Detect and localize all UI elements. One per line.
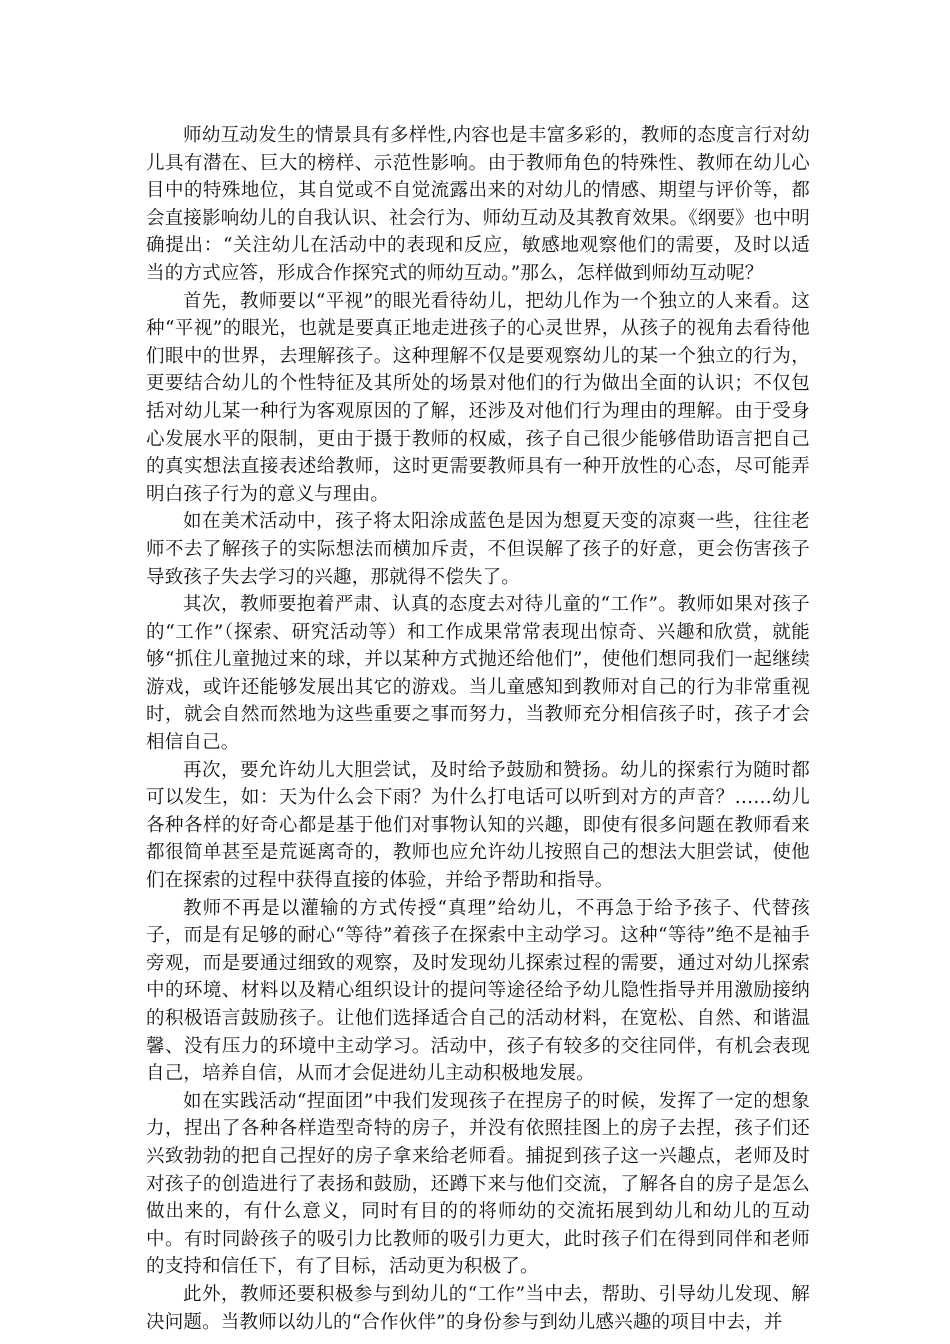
paragraph-2: 首先，教师要以“平视”的眼光看待幼儿，把幼儿作为一个独立的人来看。这种“平视”的眼光，也就是要真正地走进孩子的心灵世界，从孩子的视角去看待他们眼中的世界，去理解孩子。这种理解不仅是要观察幼儿的某一个独立的行为，更要结合幼儿的个性特征及其所处的场景对他们的行为做出全面的认识；不仅包括对幼儿某一种行为客观原因的了解，还涉及对他们行为理由的理解。由于受身心发展水平的限制，更由于摄于教师的权威，孩子自己很少能够借助语言把自己的真实想法直接表述给教师，这时更需要教师具有一种开放性的心态，尽可能弄明白孩子行为的意义与理由。 — [146, 290, 810, 505]
paragraph-4: 其次，教师要抱着严肃、认真的态度去对待儿童的“工作”。教师如果对孩子的“工作”（探索、研究活动等）和工作成果常常表现出惊奇、兴趣和欣赏，就能够“抓住儿童抛过来的球，并以某种方式抛还给他们”，使他们想同我们一起继续游戏，或许还能够发展出其它的游戏。当儿童感知到教师对自己的行为非常重视时，就会自然而然地为这些重要之事而努力，当教师充分相信孩子时，孩子才会相信自己。 — [146, 594, 810, 754]
paragraph-1: 师幼互动发生的情景具有多样性,内容也是丰富多彩的，教师的态度言行对幼儿具有潜在、巨大的榜样、示范性影响。由于教师角色的特殊性、教师在幼儿心目中的特殊地位，其自觉或不自觉流露出来的对幼儿的情感、期望与评价等，都会直接影响幼儿的自我认识、社会行为、师幼互动及其教育效果。《纲要》也中明确提出：“关注幼儿在活动中的表现和反应，敏感地观察他们的需要，及时以适当的方式应答，形成合作探究式的师幼互动。”那么，怎样做到师幼互动呢？ — [146, 125, 810, 284]
paragraph-7: 如在实践活动“捏面团”中我们发现孩子在捏房子的时候，发挥了一定的想象力，捏出了各种各样造型奇特的房子，并没有依照挂图上的房子去捏，孩子们还兴致勃勃的把自己捏好的房子拿来给老师看。捕捉到孩子这一兴趣点，老师及时对孩子的创造进行了表扬和鼓励，还蹲下来与他们交流，了解各自的房子是怎么做出来的，有什么意义，同时有目的的将师幼的交流拓展到幼儿和幼儿的互动中。有时同龄孩子的吸引力比教师的吸引力更大，此时孩子们在得到同伴和老师的支持和信任下，有了目标，活动更为积极了。 — [146, 1090, 810, 1278]
paragraph-8: 此外，教师还要积极参与到幼儿的“工作”当中去，帮助、引导幼儿发现、解决问题。当教师以幼儿的“合作伙伴”的身份参与到幼儿感兴趣的项目中去，并 — [146, 1283, 810, 1333]
document-body — [146, 122, 810, 1336]
paragraph-5: 再次，要允许幼儿大胆尝试，及时给予鼓励和赞扬。幼儿的探索行为随时都可以发生，如：天为什么会下雨？为什么打电话可以听到对方的声音？……幼儿各种各样的好奇心都是基于他们对事物认知的兴趣，即使有很多问题在教师看来都很简单甚至是荒诞离奇的，教师也应允许幼儿按照自己的想法大胆尝试，使他们在探索的过程中获得直接的体验，并给予帮助和指导。 — [146, 759, 810, 892]
paragraph-3: 如在美术活动中，孩子将太阳涂成蓝色是因为想夏天变的凉爽一些，往往老师不去了解孩子的实际想法而横加斥责，不但误解了孩子的好意，更会伤害孩子导致孩子失去学习的兴趣，那就得不偿失了。 — [146, 511, 810, 588]
paragraph-6: 教师不再是以灌输的方式传授“真理”给幼儿，不再急于给予孩子、代替孩子，而是有足够的耐心“等待”着孩子在探索中主动学习。这种“等待”绝不是袖手旁观，而是要通过细致的观察，及时发现幼儿探索过程的需要，通过对幼儿探索中的环境、材料以及精心组织设计的提问等途径给予幼儿隐性指导并用激励接纳的积极语言鼓励孩子。让他们选择适合自己的活动材料，在宽松、自然、和谐温馨、没有压力的环境中主动学习。活动中，孩子有较多的交往同伴，有机会表现自己，培养自信，从而才会促进幼儿主动积极地发展。 — [146, 897, 810, 1085]
